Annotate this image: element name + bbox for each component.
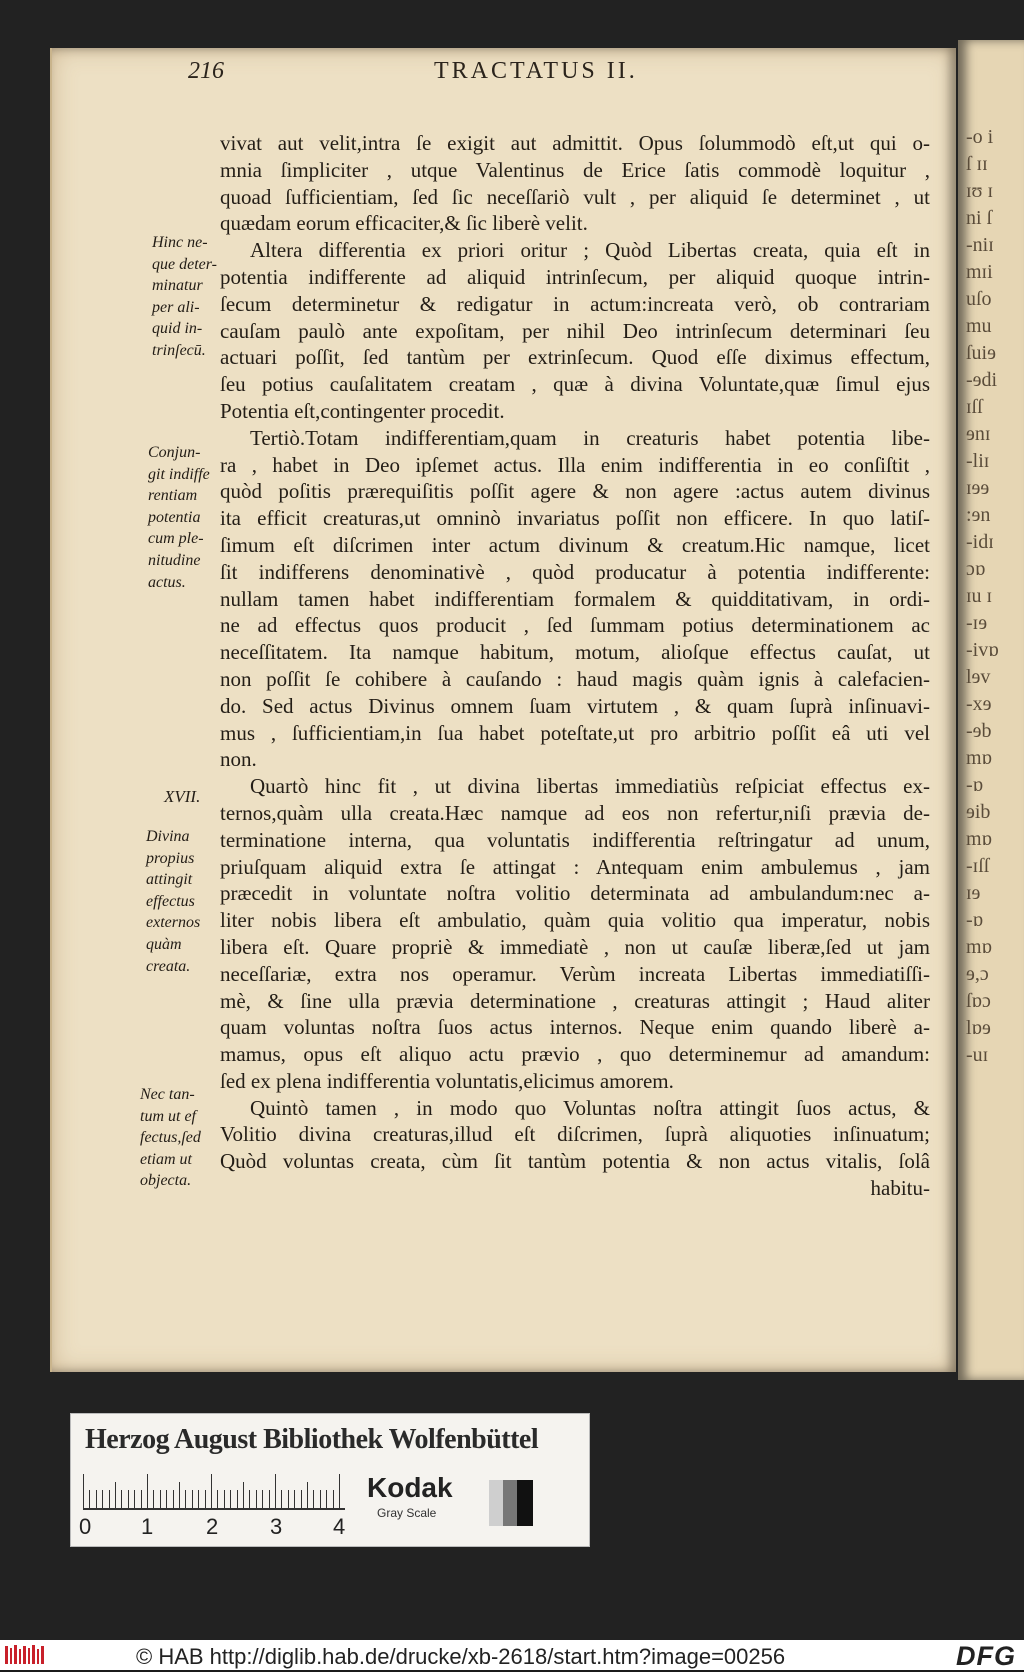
margin-note-line: per ali- (152, 298, 200, 316)
hab-logo-icon (4, 1644, 46, 1666)
margin-note-line: attingit (146, 871, 193, 889)
ruler-tick (333, 1490, 334, 1508)
ruler-tick (96, 1490, 97, 1508)
ruler-number: 3 (270, 1514, 283, 1539)
gray-swatch-mid (503, 1480, 517, 1526)
text-line: nullam tamen habet indifferentiam formalem & quidditativam, in ordi- (220, 586, 930, 611)
text-line: ra , habet in Deo ipſemet actus. Illa enim indifferentia in eo conſiſtit , (220, 452, 930, 477)
page-header (188, 56, 892, 96)
adjacent-page-fragment: ɪɘɘ (966, 477, 990, 499)
ruler-tick (339, 1474, 340, 1508)
text-line: Altera differentia ex priori oritur ; Quòd Libertas creata, quia eſt in (250, 238, 930, 263)
ruler-tick (211, 1474, 212, 1508)
adjacent-page-fragment: -ɪɘ (966, 612, 988, 634)
ruler-tick (192, 1490, 193, 1508)
margin-note-line: minatur (152, 277, 203, 295)
ruler-tick (83, 1474, 84, 1508)
text-line: præcedit in voluntate noſtra volitio determinata ad ambulandum:nec a- (220, 881, 930, 906)
library-name: Herzog August Bibliothek Wolfenbüttel (85, 1424, 539, 1455)
margin-note-line: etiam ut (140, 1150, 192, 1168)
text-line: potentia indifferente ad aliquid intrinſecum, per aliquid quoque intrin- (220, 264, 930, 289)
ruler-tick (288, 1490, 289, 1508)
text-line: Volitio divina creaturas,illud eſt diſcrimen, ſuprà aliquoties inſinuatum; (220, 1122, 930, 1147)
adjacent-page-fragment: -idɪ (966, 531, 994, 553)
text-line: mè, & ſine ulla prævia determinatione , creaturas attingit ; Haud aliter (220, 988, 930, 1013)
margin-note-line: potentia (148, 508, 201, 526)
text-line: ſit indifferens denominativè , quòd producatur à potentia indifferente: (220, 559, 930, 584)
adjacent-page-fragment: ſ ɪɪ (966, 153, 988, 175)
margin-note-line: Divina (146, 828, 190, 845)
text-line: do. Sed actus Divinus omnem ſuam virtutem , & quam ſuprà inſinuavi- (220, 693, 930, 718)
gray-swatch-dark (517, 1480, 533, 1526)
ruler-number: 1 (141, 1514, 154, 1539)
text-line: mamus, opus eſt aliquo actu prævio , quo determinemur ad amandum: (220, 1042, 930, 1067)
adjacent-page-fragment: -ɘb (966, 720, 992, 742)
text-line: cauſam paulò ante expoſitam, per nihil Deo intrinſecum determinari ſeu (220, 318, 930, 343)
adjacent-page-fragment: uſo (966, 288, 992, 310)
adjacent-page-fragment: ɘ,ɔ (966, 963, 989, 985)
adjacent-page-fragment: ɪʊ ɪ (966, 180, 994, 202)
ruler-tick (281, 1490, 282, 1508)
adjacent-page-fragment: mu (966, 315, 992, 337)
ruler-tick (224, 1490, 225, 1508)
margin-note-line: Nec tan- (140, 1086, 195, 1103)
adjacent-page-fragment: -liɪ (966, 450, 990, 472)
adjacent-page-fragment: -ɘdi (966, 369, 998, 391)
ruler-tick (121, 1490, 122, 1508)
adjacent-page-fragment: ni ſ (966, 207, 993, 229)
ruler-number: 2 (206, 1514, 219, 1539)
text-line: Potentia eſt,contingenter procedit. (220, 398, 505, 423)
adjacent-page-fragment: :ɘn (966, 504, 991, 526)
ruler-tick (198, 1490, 199, 1508)
adjacent-page-fragment: mɪi (966, 261, 993, 283)
ruler-tick (307, 1482, 308, 1508)
page-number: 216 (188, 58, 224, 84)
ruler-tick (301, 1490, 302, 1508)
ruler-tick (185, 1490, 186, 1508)
text-line: terminatione interna, qua voluntatis indifferentia reſtringatur ad unum, (220, 827, 930, 852)
ruler-tick (141, 1490, 142, 1508)
text-line: quòd poſitis prærequiſitis poſſit agere & non agere :actus autem divinus (220, 479, 930, 504)
margin-note-line: tum ut ef (140, 1107, 196, 1125)
text-line: quam voluntas noſtra ſuos actus internos. Neque enim quando liberè a- (220, 1015, 930, 1040)
margin-note-line: cum ple- (148, 530, 204, 548)
adjacent-page-fragment: ſɒɔ (966, 990, 991, 1012)
text-line: actuari poſſit, ſed tantùm per extrinſecum. Quod eſſe diximus effectum, (220, 345, 930, 370)
adjacent-page-fragment: ɪſſ (966, 396, 983, 418)
adjacent-page-fragment: -ivɒ (966, 639, 999, 661)
ruler-tick (217, 1490, 218, 1508)
text-line: Quartò hinc fit , ut divina libertas immediatiùs reſpiciat effectus ex- (250, 774, 930, 799)
text-line: Quintò tamen , in modo quo Voluntas noſtra attingit ſuos actus, & (250, 1095, 930, 1120)
ruler-tick (294, 1490, 295, 1508)
gray-scale-label: Gray Scale (377, 1506, 437, 1520)
ruler-tick (230, 1490, 231, 1508)
text-line: ſed ex plena indifferentia voluntatis,elicimus amorem. (220, 1068, 674, 1093)
margin-note-line: actus. (148, 573, 186, 591)
margin-note-line: effectus (146, 892, 195, 910)
text-line: ſimum eſt diſcrimen inter actum divinum & creatum.Hic namque, licet (220, 532, 930, 557)
adjacent-page-fragment: -o i (966, 126, 994, 148)
margin-note-line: que deter- (152, 255, 217, 273)
dfg-logo: DFG (956, 1641, 1016, 1671)
text-line: habitu- (870, 1176, 930, 1201)
margin-note-1 (152, 232, 244, 362)
ruler-tick (102, 1490, 103, 1508)
ruler-tick (269, 1490, 270, 1508)
text-line: Tertiò.Totam indifferentiam,quam in creaturis habet potentia libe- (250, 425, 930, 450)
color-calibration-card (70, 1413, 590, 1547)
ruler-tick (134, 1490, 135, 1508)
ruler-tick (115, 1482, 116, 1508)
text-line: ternos,quàm ulla creata.Hæc namque ad eos non refertur,niſi prævia de- (220, 800, 930, 825)
adjacent-page-fragment: -niɪ (966, 234, 994, 256)
adjacent-page-fragment: lɘv (966, 666, 991, 688)
margin-note-line: Conjun- (148, 444, 201, 461)
text-line: non poſſit ſe cohibere à cauſando : haud magis quàm ignis à calefacien- (220, 666, 930, 691)
text-line: neceſſitatem. Ita namque habitum, motum, alioſque effectus cauſat, ut (220, 640, 930, 665)
margin-note-line: fectus,ſed (140, 1129, 201, 1147)
adjacent-page-fragment: mɒ (966, 828, 993, 850)
text-line: priuſquam aliquid extra ſe attingat : Antequam enim ambulemus , jam (220, 854, 930, 879)
adjacent-page-fragment: -ɒ (966, 909, 984, 931)
margin-note-line: objecta. (140, 1172, 192, 1190)
adjacent-page-fragment: -ɪſſ (966, 855, 990, 877)
text-line: mnia ſimpliciter , utque Valentinus de Erice ſatis commodè loquitur , (220, 157, 930, 182)
margin-note-line: quàm (146, 935, 182, 953)
margin-note-line: Hinc ne- (152, 234, 208, 251)
ruler-tick (166, 1490, 167, 1508)
text-line: quoad ſufficientiam, ſed ſic neceſſariò vult , per aliquid ſe determinet , ut (220, 184, 930, 209)
ruler-tick (153, 1490, 154, 1508)
margin-note-line: propius (146, 849, 195, 867)
kodak-logo: Kodak (367, 1472, 453, 1503)
ruler-tick (89, 1490, 90, 1508)
text-line: ne ad effectus quos producit , ſed ſummam potius determinationem ac (220, 613, 930, 638)
margin-note-line: externos (146, 914, 201, 932)
ruler-tick (128, 1490, 129, 1508)
text-line: ſeu potius cauſalitatem creatam , quæ à divina Voluntate,quæ ſimul ejus (220, 372, 930, 397)
gray-swatch-light (489, 1480, 503, 1526)
margin-note-line: nitudine (148, 551, 201, 569)
margin-note-section (164, 786, 256, 808)
ruler-tick (326, 1490, 327, 1508)
margin-note-line: creata. (146, 957, 191, 975)
margin-note-line: XVII. (164, 787, 201, 806)
margin-note-2 (148, 442, 240, 593)
ruler-tick (173, 1490, 174, 1508)
text-line: mus , ſufficientiam,in ſua habet poteſtate,ut pro arbitrio poſſit eâ uti vel (220, 720, 930, 745)
adjacent-page-fragment: ɘnɪ (966, 423, 991, 445)
adjacent-page-fragment: -ɒ (966, 774, 984, 796)
margin-note-line: trinſecū. (152, 341, 206, 359)
copyright-link[interactable]: © HAB http://diglib.hab.de/drucke/xb-2618/start.htm?image=00256 (136, 1644, 786, 1669)
ruler-tick (320, 1490, 321, 1508)
text-line: ita efficit creaturas,ut omninò invariatus poſſit non efficere. In quo latiſ- (220, 506, 930, 531)
margin-note-4 (140, 1084, 232, 1192)
adjacent-page-fragment: ɪu ɪ (966, 585, 993, 607)
adjacent-page-fragment: mɒ (966, 936, 993, 958)
text-line: liter nobis libera eſt ambulatio, quàm quia volitio qua imperatur, nobis (220, 908, 930, 933)
margin-note-line: git indiffe (148, 465, 210, 483)
text-line: vivat aut velit,intra ſe exigit aut admittit. Opus ſolummodò eſt,ut qui o- (220, 131, 930, 155)
viewer-footer (0, 1640, 1024, 1670)
text-line: quædam eorum efficaciter,& ſic liberè velit. (220, 211, 588, 236)
adjacent-page-fragment: ɪɘ (966, 882, 981, 904)
measurement-ruler (83, 1472, 345, 1510)
ruler-tick (243, 1482, 244, 1508)
main-text (220, 130, 930, 1202)
ruler-tick (179, 1482, 180, 1508)
adjacent-page-fragment: -xɘ (966, 693, 992, 715)
text-line: non. (220, 747, 257, 772)
adjacent-page-fragment: ɘib (966, 801, 991, 823)
ruler-tick (262, 1490, 263, 1508)
text-line: Quòd voluntas creata, cùm ſit tantùm potentia & non actus vitalis, ſolâ (220, 1149, 930, 1174)
margin-note-3 (146, 826, 238, 977)
adjacent-page-fragment: ɔɒ (966, 558, 986, 580)
ruler-number: 0 (79, 1514, 92, 1539)
adjacent-page-fragment: mɒ (966, 747, 993, 769)
ruler-tick (249, 1490, 250, 1508)
ruler-tick (313, 1490, 314, 1508)
ruler-tick (160, 1490, 161, 1508)
adjacent-page-edge (958, 40, 1024, 1380)
text-line: neceſſariæ, extra nos operamur. Verùm increata Libertas immediatiſſi- (220, 961, 930, 986)
margin-note-line: quid in- (152, 320, 203, 338)
margin-note-line: rentiam (148, 487, 198, 505)
ruler-tick (237, 1490, 238, 1508)
adjacent-page-fragment: ſuiɘ (966, 342, 996, 364)
ruler-tick (109, 1490, 110, 1508)
ruler-tick (205, 1490, 206, 1508)
ruler-tick (256, 1490, 257, 1508)
adjacent-page-fragment: lɒɘ (966, 1017, 991, 1039)
running-head: TRACTATUS II. (434, 58, 638, 84)
adjacent-page-fragment: -uɪ (966, 1044, 989, 1066)
text-line: libera eſt. Quare propriè & immediatè , non ut cauſæ liberæ,ſed ut jam (220, 934, 930, 959)
ruler-tick (275, 1474, 276, 1508)
text-line: ſecum determinetur & redigatur in actum:increata verò, ob contrariam (220, 291, 930, 316)
ruler-tick (147, 1474, 148, 1508)
ruler-number: 4 (333, 1514, 346, 1539)
